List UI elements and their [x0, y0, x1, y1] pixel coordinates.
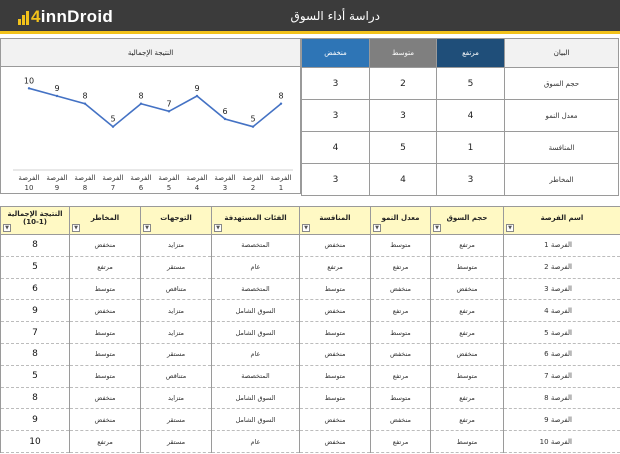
table-cell[interactable]: متوسط — [300, 322, 371, 344]
summary-cell[interactable]: 3 — [302, 100, 370, 132]
column-header[interactable] — [371, 207, 431, 235]
column-header-label: المنافسة — [319, 213, 351, 222]
table-cell[interactable]: السوق الشامل — [212, 387, 300, 409]
table-cell[interactable]: الفرصة 9 — [504, 409, 620, 431]
table-cell[interactable]: متوسط — [70, 322, 141, 344]
data-point — [140, 102, 142, 104]
table-cell[interactable]: منخفض — [70, 235, 141, 257]
table-cell[interactable]: الفرصة 6 — [504, 343, 620, 365]
x-tick-number: 9 — [54, 184, 60, 192]
column-header-label: اسم الفرصة — [540, 213, 584, 222]
x-tick-label: الفرصة — [130, 174, 152, 182]
table-cell[interactable]: متوسط — [300, 365, 371, 387]
summary-header-medium[interactable]: متوسط — [370, 39, 437, 68]
table-cell[interactable]: متوسط — [371, 322, 431, 344]
x-tick-label: الفرصة — [270, 174, 292, 182]
table-cell[interactable]: الفرصة 7 — [504, 365, 620, 387]
table-cell[interactable]: 9 — [1, 300, 70, 322]
summary-row-label[interactable]: حجم السوق — [505, 68, 619, 100]
table-cell[interactable]: منخفض — [70, 300, 141, 322]
table-cell[interactable]: متوسط — [431, 256, 504, 278]
filter-dropdown-icon[interactable]: ▼ — [433, 224, 441, 232]
filter-dropdown-icon[interactable]: ▼ — [302, 224, 310, 232]
summary-cell[interactable]: 3 — [302, 164, 370, 196]
table-cell[interactable]: مرتفع — [431, 235, 504, 257]
table-cell[interactable]: مرتفع — [431, 322, 504, 344]
table-cell[interactable]: 7 — [1, 322, 70, 344]
x-tick-number: 5 — [166, 184, 172, 192]
opportunities-table — [0, 206, 620, 453]
x-tick-number: 3 — [222, 184, 228, 192]
table-cell[interactable]: منخفض — [371, 343, 431, 365]
data-label: 9 — [54, 84, 60, 93]
summary-row — [302, 132, 619, 164]
table-cell[interactable]: منخفض — [300, 300, 371, 322]
column-header-label: التوجهات — [160, 213, 192, 222]
filter-dropdown-icon[interactable]: ▼ — [506, 224, 514, 232]
column-header-label: المخاطر — [90, 213, 120, 222]
table-cell[interactable]: عام — [212, 343, 300, 365]
table-row — [1, 235, 620, 257]
x-tick-label: الفرصة — [158, 174, 180, 182]
table-cell[interactable]: الفرصة 10 — [504, 431, 620, 453]
table-cell[interactable]: المتخصصة — [212, 235, 300, 257]
summary-row — [302, 164, 619, 196]
x-tick-label: الفرصة — [18, 174, 40, 182]
table-cell[interactable]: 5 — [1, 365, 70, 387]
table-row — [1, 322, 620, 344]
table-row — [1, 387, 620, 409]
column-header-label: النتيجة الإجمالية (1-10) — [7, 209, 63, 226]
table-cell[interactable]: منخفض — [431, 343, 504, 365]
summary-cell[interactable]: 3 — [437, 164, 505, 196]
summary-cell[interactable]: 2 — [370, 68, 437, 100]
data-label: 8 — [278, 91, 284, 101]
table-cell[interactable]: المتخصصة — [212, 278, 300, 300]
overall-score-chart-panel — [0, 38, 301, 194]
chart-header[interactable]: النتيجة الإجمالية — [1, 39, 300, 67]
table-cell[interactable]: مرتفع — [371, 256, 431, 278]
table-cell[interactable]: متوسط — [70, 343, 141, 365]
column-header[interactable] — [504, 207, 620, 235]
table-cell[interactable]: متوسط — [431, 365, 504, 387]
column-header-label: معدل النمو — [381, 213, 420, 222]
app-logo — [18, 7, 113, 27]
table-cell[interactable]: مرتفع — [70, 431, 141, 453]
x-tick-label: الفرصة — [214, 174, 236, 182]
table-cell[interactable]: متزايد — [141, 300, 212, 322]
filter-dropdown-icon[interactable]: ▼ — [3, 224, 11, 232]
data-point — [56, 95, 58, 97]
x-tick-number: 8 — [82, 184, 88, 192]
table-cell[interactable]: منخفض — [371, 409, 431, 431]
x-tick-number: 4 — [194, 184, 200, 192]
x-tick-label: الفرصة — [46, 174, 68, 182]
data-point — [84, 102, 86, 104]
table-cell[interactable]: منخفض — [300, 409, 371, 431]
data-label: 5 — [250, 114, 256, 124]
table-cell[interactable]: السوق الشامل — [212, 409, 300, 431]
data-point — [224, 118, 226, 120]
table-cell[interactable]: الفرصة 3 — [504, 278, 620, 300]
summary-header-high[interactable]: مرتفع — [437, 39, 505, 68]
filter-dropdown-icon[interactable]: ▼ — [143, 224, 151, 232]
x-tick-label: الفرصة — [74, 174, 96, 182]
table-cell[interactable]: مرتفع — [431, 300, 504, 322]
table-cell[interactable]: الفرصة 8 — [504, 387, 620, 409]
column-header[interactable] — [431, 207, 504, 235]
table-cell[interactable]: 8 — [1, 343, 70, 365]
table-row — [1, 278, 620, 300]
summary-row-label[interactable]: المنافسة — [505, 132, 619, 164]
data-label: 8 — [82, 91, 88, 101]
data-label: 5 — [110, 114, 116, 124]
table-cell[interactable]: متوسط — [70, 365, 141, 387]
table-cell[interactable]: السوق الشامل — [212, 300, 300, 322]
table-cell[interactable]: متوسط — [300, 387, 371, 409]
table-cell[interactable]: منخفض — [300, 431, 371, 453]
summary-cell[interactable]: 5 — [370, 132, 437, 164]
table-row — [1, 409, 620, 431]
table-cell[interactable]: مرتفع — [300, 256, 371, 278]
logo-prefix: 4 — [31, 7, 41, 26]
summary-cell[interactable]: 1 — [437, 132, 505, 164]
data-label: 10 — [23, 76, 35, 86]
x-tick-number: 1 — [278, 184, 284, 192]
column-header-label: الفئات المستهدفة — [224, 213, 287, 222]
table-cell[interactable]: مرتفع — [431, 409, 504, 431]
table-cell[interactable]: مستقر — [141, 343, 212, 365]
table-cell[interactable]: مرتفع — [371, 365, 431, 387]
line-chart — [1, 67, 300, 193]
table-cell[interactable]: عام — [212, 431, 300, 453]
table-cell[interactable]: منخفض — [371, 278, 431, 300]
table-cell[interactable]: 9 — [1, 409, 70, 431]
table-cell[interactable]: مرتفع — [371, 300, 431, 322]
x-tick-number: 7 — [110, 184, 116, 192]
table-cell[interactable]: مرتفع — [70, 256, 141, 278]
data-point — [252, 125, 254, 127]
summary-header-low[interactable]: منخفض — [302, 39, 370, 68]
table-cell[interactable]: متوسط — [371, 235, 431, 257]
x-tick-label: الفرصة — [242, 174, 264, 182]
table-cell[interactable]: الفرصة 1 — [504, 235, 620, 257]
table-cell[interactable]: منخفض — [431, 278, 504, 300]
filter-dropdown-icon[interactable]: ▼ — [214, 224, 222, 232]
x-tick-number: 10 — [24, 184, 34, 192]
column-header[interactable] — [1, 207, 70, 235]
x-tick-label: الفرصة — [186, 174, 208, 182]
page-title: دراسة أداء السوق — [290, 9, 380, 23]
data-label: 8 — [138, 91, 144, 101]
table-cell[interactable]: منخفض — [300, 235, 371, 257]
summary-row-label[interactable]: المخاطر — [505, 164, 619, 196]
filter-dropdown-icon[interactable]: ▼ — [72, 224, 80, 232]
table-cell[interactable]: 8 — [1, 235, 70, 257]
table-row — [1, 300, 620, 322]
table-cell[interactable]: متوسط — [431, 431, 504, 453]
table-cell[interactable]: مستقر — [141, 409, 212, 431]
table-cell[interactable]: السوق الشامل — [212, 322, 300, 344]
data-label: 6 — [222, 107, 228, 116]
table-row — [1, 365, 620, 387]
filter-dropdown-icon[interactable]: ▼ — [373, 224, 381, 232]
table-cell[interactable]: متزايد — [141, 387, 212, 409]
data-label: 7 — [166, 99, 172, 109]
summary-row — [302, 68, 619, 100]
column-header-label: حجم السوق — [446, 213, 488, 222]
column-header[interactable] — [70, 207, 141, 235]
table-cell[interactable]: متناقص — [141, 278, 212, 300]
table-cell[interactable]: 8 — [1, 387, 70, 409]
table-cell[interactable]: المتخصصة — [212, 365, 300, 387]
data-label: 9 — [194, 84, 200, 93]
summary-cell[interactable]: 3 — [302, 68, 370, 100]
table-cell[interactable]: منخفض — [300, 343, 371, 365]
data-point — [28, 87, 30, 89]
data-point — [112, 125, 114, 127]
table-cell[interactable]: 10 — [1, 431, 70, 453]
x-tick-number: 6 — [138, 184, 144, 192]
table-cell[interactable]: مستقر — [141, 256, 212, 278]
summary-cell[interactable]: 4 — [437, 100, 505, 132]
table-cell[interactable]: مرتفع — [371, 431, 431, 453]
table-row — [1, 256, 620, 278]
data-point — [280, 102, 282, 104]
x-tick-number: 2 — [250, 184, 256, 192]
column-header[interactable] — [212, 207, 300, 235]
table-cell[interactable]: متزايد — [141, 235, 212, 257]
table-cell[interactable]: متوسط — [70, 278, 141, 300]
table-cell[interactable]: مستقر — [141, 431, 212, 453]
table-row — [1, 343, 620, 365]
logo-bars-icon — [18, 9, 29, 25]
column-header[interactable] — [141, 207, 212, 235]
table-cell[interactable]: مرتفع — [431, 387, 504, 409]
summary-header-label[interactable]: البيان — [505, 39, 619, 68]
table-cell[interactable]: 6 — [1, 278, 70, 300]
x-tick-label: الفرصة — [102, 174, 124, 182]
table-cell[interactable]: عام — [212, 256, 300, 278]
table-cell[interactable]: متناقص — [141, 365, 212, 387]
table-cell[interactable]: الفرصة 4 — [504, 300, 620, 322]
table-cell[interactable]: متوسط — [371, 387, 431, 409]
summary-row-label[interactable]: معدل النمو — [505, 100, 619, 132]
data-point — [196, 95, 198, 97]
summary-cell[interactable]: 3 — [370, 100, 437, 132]
column-header[interactable] — [300, 207, 371, 235]
table-row — [1, 431, 620, 453]
table-cell[interactable]: الفرصة 5 — [504, 322, 620, 344]
table-cell[interactable]: الفرصة 2 — [504, 256, 620, 278]
table-cell[interactable]: 5 — [1, 256, 70, 278]
logo-text: innDroid — [40, 7, 114, 26]
table-cell[interactable]: منخفض — [70, 409, 141, 431]
summary-cell[interactable]: 4 — [302, 132, 370, 164]
summary-cell[interactable]: 5 — [437, 68, 505, 100]
title-bar — [0, 0, 620, 34]
data-point — [168, 110, 170, 112]
table-cell[interactable]: منخفض — [70, 387, 141, 409]
summary-table — [301, 38, 619, 196]
table-cell[interactable]: متوسط — [300, 278, 371, 300]
table-cell[interactable]: متزايد — [141, 322, 212, 344]
summary-cell[interactable]: 4 — [370, 164, 437, 196]
summary-row — [302, 100, 619, 132]
series-line — [29, 88, 284, 126]
